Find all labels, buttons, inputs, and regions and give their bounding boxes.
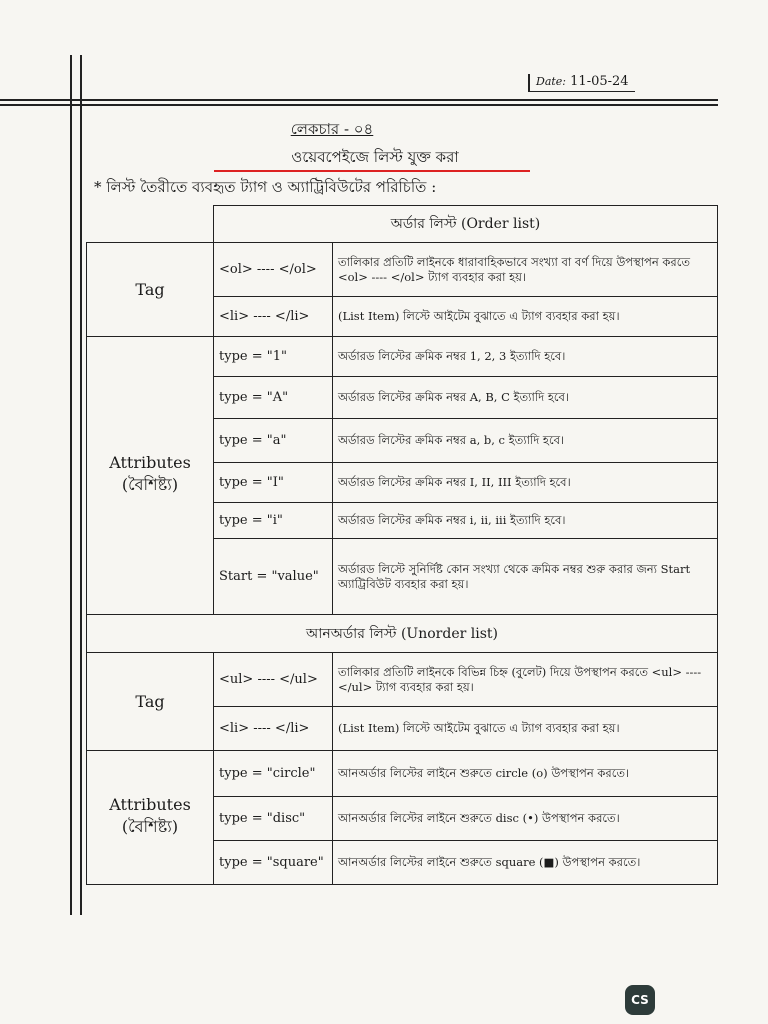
attribute-description: অর্ডারড লিস্টের ক্রমিক নম্বর i, ii, iii ইত্যাদি হবে। (333, 503, 718, 539)
topic-underline (214, 170, 530, 172)
topic-title: ওয়েবপেইজে লিস্ট যুক্ত করা (291, 148, 459, 166)
unordered-tag-label: Tag (87, 653, 214, 751)
ordered-attributes-label: Attributes (বৈশিষ্ট্য) (87, 337, 214, 615)
table-row (87, 615, 718, 653)
attribute-description: আনঅর্ডার লিস্টের লাইনে শুরুতে disc (•) উপস্থাপন করতে। (333, 797, 718, 841)
attribute-name: type = "I" (214, 463, 333, 503)
lecture-title: লেকচার - ০৪ (290, 120, 374, 138)
table-row (87, 653, 718, 707)
attribute-name: Start = "value" (214, 539, 333, 615)
table-cell (87, 206, 214, 243)
table-row (87, 751, 718, 797)
tag-name: <ul> ---- </ul> (214, 653, 333, 707)
header-line (0, 99, 718, 101)
ordered-tag-label: Tag (87, 243, 214, 337)
ordered-list-title: অর্ডার লিস্ট (Order list) (214, 206, 718, 243)
attribute-name: type = "square" (214, 841, 333, 885)
date-value: 11-05-24 (570, 74, 629, 89)
date-field (528, 74, 635, 92)
attribute-name: type = "a" (214, 419, 333, 463)
table-row (87, 243, 718, 297)
attribute-name: type = "A" (214, 377, 333, 419)
attribute-description: অর্ডারড লিস্টের ক্রমিক নম্বর a, b, c ইত্যাদি হবে। (333, 419, 718, 463)
attribute-name: type = "i" (214, 503, 333, 539)
unordered-attributes-label: Attributes (বৈশিষ্ট্য) (87, 751, 214, 885)
attribute-name: type = "disc" (214, 797, 333, 841)
table-row (87, 337, 718, 377)
margin-line (70, 55, 72, 915)
tag-description: তালিকার প্রতিটি লাইনকে বিভিন্ন চিহ্ন (বুলেট) দিয়ে উপস্থাপন করতে <ul> ---- </ul> ট্যাগ ব্যবহার করা হয়। (333, 653, 718, 707)
attribute-description: অর্ডারড লিস্টের ক্রমিক নম্বর I, II, III ইত্যাদি হবে। (333, 463, 718, 503)
attribute-name: type = "1" (214, 337, 333, 377)
tag-description: তালিকার প্রতিটি লাইনকে ধারাবাহিকভাবে সংখ্যা বা বর্ণ দিয়ে উপস্থাপন করতে <ol> ---- </ol> ট্যাগ ব্যবহার করা হয়। (333, 243, 718, 297)
header-line (0, 104, 718, 106)
camscanner-badge: CS (625, 985, 655, 1015)
date-label: Date: (536, 75, 567, 88)
attribute-name: type = "circle" (214, 751, 333, 797)
attribute-description: আনঅর্ডার লিস্টের লাইনে শুরুতে square (■) উপস্থাপন করতে। (333, 841, 718, 885)
tag-description: (List Item) লিস্টে আইটেম বুঝাতে এ ট্যাগ ব্যবহার করা হয়। (333, 297, 718, 337)
tag-description: (List Item) লিস্টে আইটেম বুঝাতে এ ট্যাগ ব্যবহার করা হয়। (333, 707, 718, 751)
attribute-description: আনঅর্ডার লিস্টের লাইনে শুরুতে circle (o) উপস্থাপন করতে। (333, 751, 718, 797)
tag-name: <ol> ---- </ol> (214, 243, 333, 297)
margin-line (80, 55, 82, 915)
tag-name: <li> ---- </li> (214, 297, 333, 337)
tag-name: <li> ---- </li> (214, 707, 333, 751)
attribute-description: অর্ডারড লিস্টে সুনির্দিষ্ট কোন সংখ্যা থেকে ক্রমিক নম্বর শুরু করার জন্য Start অ্যাট্রিবিউট ব্যবহার করা হয়। (333, 539, 718, 615)
unordered-list-title: আনঅর্ডার লিস্ট (Unorder list) (87, 615, 718, 653)
table-row (87, 206, 718, 243)
list-tags-table (86, 205, 718, 885)
section-heading: * লিস্ট তৈরীতে ব্যবহৃত ট্যাগ ও অ্যাট্রিবিউটের পরিচিতি : (94, 178, 437, 196)
attribute-description: অর্ডারড লিস্টের ক্রমিক নম্বর 1, 2, 3 ইত্যাদি হবে। (333, 337, 718, 377)
attribute-description: অর্ডারড লিস্টের ক্রমিক নম্বর A, B, C ইত্যাদি হবে। (333, 377, 718, 419)
